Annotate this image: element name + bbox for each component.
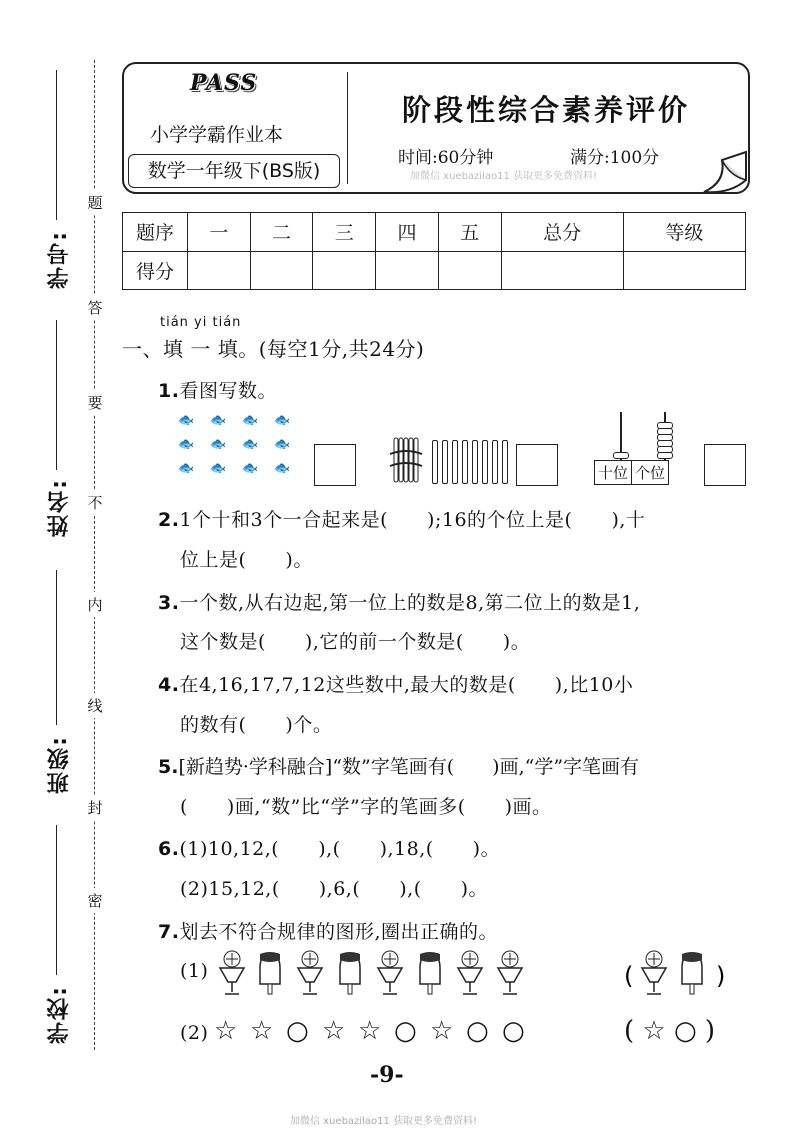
student-id-line [56,70,57,220]
fish-icon: 🐟 [242,413,259,428]
stick-icon [442,440,448,484]
star-icon: ☆ [322,1016,346,1046]
question-text: (1)10,12,( ),( ),18,( )。 [179,838,501,860]
stick-icon [452,440,458,484]
page-title: 阶段性综合素养评价 [402,93,691,127]
fish-icon: 🐟 [178,461,195,476]
school-label: 学校: [47,985,72,1044]
seal-char: 线 [85,693,105,718]
page-number: -9- [370,1062,404,1088]
pattern-row-1[interactable] [214,950,534,1000]
fish-icon: 🐟 [242,461,259,476]
abacus-bead [613,452,629,459]
question-1 [158,376,277,403]
score-cell[interactable] [623,251,745,290]
table-header-cell: 二 [250,213,313,252]
question-3 [158,588,640,615]
class-label: 班级: [47,735,72,794]
circle-icon: ○ [286,1016,309,1046]
score-cell[interactable] [250,251,313,290]
brand-logo: PASS [190,70,258,96]
header-divider [347,72,348,184]
fish-icon: 🐟 [178,437,195,452]
question-text: 一个数,从右边起,第一位上的数是8,第二位上的数是1, [179,592,641,614]
table-header-cell: 总分 [501,213,623,252]
question-2-cont: 位上是( )。 [180,549,313,571]
answer-box[interactable] [314,444,356,486]
question-number: 2. [158,509,180,531]
ones-label: 个位 [632,461,669,485]
seal-char: 答 [85,295,105,320]
fish-group [178,414,308,486]
score-cell[interactable] [188,251,251,290]
student-id-label: 学号: [47,230,72,289]
question-5 [158,752,639,779]
fish-icon: 🐟 [178,413,195,428]
name-label: 姓名: [47,478,72,537]
question-2 [158,505,645,532]
section-title: 一、填 一 填。(每空1分,共24分) [122,337,425,361]
question-7-part-1-label: (1) [180,960,209,982]
question-4-cont: 的数有( )个。 [180,714,333,736]
table-header-cell: 三 [313,213,376,252]
question-number: 4. [158,674,180,696]
question-text: 看图写数。 [179,380,277,402]
place-value-table [594,460,669,485]
score-cell[interactable] [501,251,623,290]
score-table [122,212,746,290]
class-line [56,570,57,725]
fish-icon: 🐟 [210,413,227,428]
seal-char: 题 [85,190,105,215]
header-watermark: 加微信 xuebazilao11 获取更多免费资料! [410,171,598,182]
table-header-cell: 五 [438,213,501,252]
seal-char: 要 [85,390,105,415]
stick-icon [432,440,438,484]
answer-box[interactable] [516,444,558,486]
question-number: 7. [158,921,180,943]
footer-watermark: 加微信 xuebazilao11 获取更多免费资料! [290,1116,478,1127]
circle-icon: ○ [502,1016,525,1046]
question-number: 1. [158,380,180,402]
fish-icon: 🐟 [274,413,291,428]
seal-char: 封 [85,795,105,820]
page-curl-icon [700,150,750,196]
stick-icon [492,440,498,484]
question-text: [新趋势·学科融合]“数”字笔画有( )画,“学”字笔画有 [178,756,640,778]
fish-icon: 🐟 [210,461,227,476]
question-6-cont: (2)15,12,( ),6,( ),( )。 [180,878,489,900]
question-7 [158,917,498,944]
table-row [123,213,746,252]
stick-bundle-icon [388,436,424,486]
svg-text:(: ( [624,962,634,990]
table-row [123,251,746,290]
star-icon: ☆ [358,1016,382,1046]
question-text: 在4,16,17,7,12这些数中,最大的数是( ),比10小 [179,674,634,696]
question-text: 划去不符合规律的图形,圈出正确的。 [179,921,498,943]
question-5-cont: ( )画,“数”比“学”字的笔画多( )画。 [180,796,552,818]
circle-icon: ○ [466,1016,489,1046]
stick-icon [482,440,488,484]
svg-text:): ) [716,962,726,990]
school-line [56,825,57,975]
answer-box[interactable] [704,444,746,486]
circle-icon: ○ [394,1016,417,1046]
question-number: 3. [158,592,180,614]
tens-label: 十位 [595,461,632,485]
star-icon: ☆ [214,1016,238,1046]
section-pinyin: tián yi tián [160,315,242,330]
question-number: 5. [158,756,179,778]
seal-char: 密 [85,888,105,913]
full-score: 满分:100分 [570,148,660,168]
abacus-bead [657,452,673,459]
grade-edition: 数学一年级下(BS版) [128,154,340,188]
score-cell[interactable] [438,251,501,290]
fish-icon: 🐟 [242,437,259,452]
table-header-cell: 一 [188,213,251,252]
question-text: 1个十和3个一合起来是( );16的个位上是( ),十 [179,509,646,531]
table-header-cell: 题序 [123,213,188,252]
answer-choice-1[interactable] [622,950,732,1000]
question-number: 6. [158,838,180,860]
score-cell[interactable] [313,251,376,290]
stick-icon [472,440,478,484]
table-row-label: 得分 [123,251,188,290]
question-7-part-2-label: (2) [180,1022,209,1044]
time-limit: 时间:60分钟 [398,148,494,168]
seal-char: 不 [85,490,105,515]
star-icon: ☆ [250,1016,274,1046]
fish-icon: 🐟 [210,437,227,452]
question-6 [158,834,500,861]
table-header-cell: 等级 [623,213,745,252]
name-line [56,320,57,470]
score-cell[interactable] [376,251,439,290]
table-header-cell: 四 [376,213,439,252]
seal-char: 内 [85,592,105,617]
stick-icon [502,440,508,484]
fish-icon: 🐟 [274,437,291,452]
book-name: 小学学霸作业本 [150,124,284,146]
question-4 [158,670,633,697]
fish-icon: 🐟 [274,461,291,476]
stick-icon [462,440,468,484]
star-icon: ☆ [430,1016,454,1046]
question-3-cont: 这个数是( ),它的前一个数是( )。 [180,631,531,653]
answer-choice-2[interactable]: ( ☆ ○ ) [624,1016,716,1046]
